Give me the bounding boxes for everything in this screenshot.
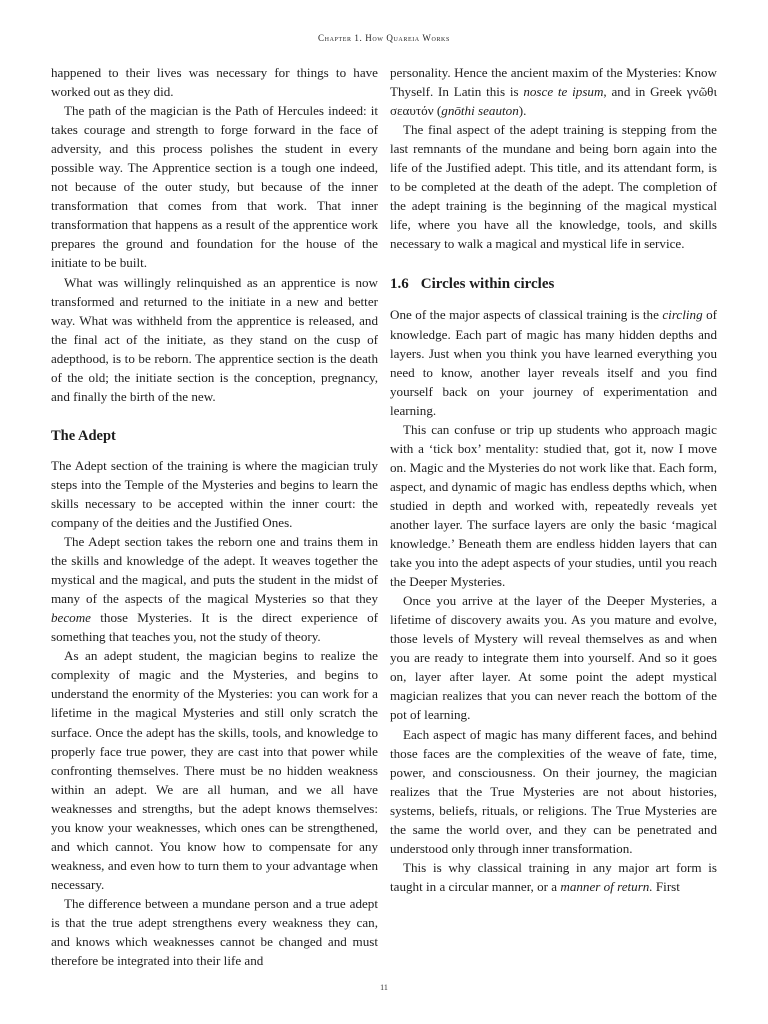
text-run: those Mysteries. It is the direct experience of something that teaches you, not the study of theory.	[51, 610, 378, 645]
text-run: personality. Hence the ancient maxim of the Mysteries: Know Thyself. In Latin this is	[390, 65, 717, 100]
emphasis: become	[51, 610, 91, 626]
emphasis: gnōthi seauton	[441, 103, 519, 119]
page-number: 11	[380, 983, 388, 992]
paragraph: The difference between a mundane person and a true adept is that the true adept strengthens every weakness they can, and knows which weaknesses cannot be changed and must therefore be integrated into their life and	[51, 895, 378, 969]
paragraph: As an adept student, the magician begins to realize the complexity of magic and the Mysteries, and begins to understand the enormity of the Mysteries: you can work for a lifetime in the magical Mysteries and still only scratch the surface. Once the adept has the skills, tools, and knowledge to properly face true power, they are cast into that power while confronting themselves. There must be no hidden weakness within an adept. We are all human, and we all have weaknesses and strengths, but the adept knows themselves: you know your weaknesses, which ones can be strengthened, and which cannot. You know how to compensate for any weakness, and even how to turn them to your advantage when necessary.	[51, 648, 378, 892]
text-run: of knowledge. Each part of magic has many hidden depths and layers. Just when you think you have learned everything you need to know, another layer reveals itself and you find yourself back on your journey of experimentation and learning.	[390, 307, 717, 418]
emphasis: nosce te ipsum	[523, 84, 604, 100]
paragraph: Each aspect of magic has many different faces, and behind those faces are the complexities of the weave of fate, time, power, and consciousness. On their journey, the magician realizes that the True Mysteries are not about histories, systems, beliefs, rituals, or religions. The True Mysteries are the same the world over, and they can be penetrated and understood only through inner transformation.	[390, 726, 717, 856]
paragraph: Once you arrive at the layer of the Deeper Mysteries, a lifetime of discovery awaits you. As you mature and evolve, those levels of Mystery will reveal themselves as and when you are ready to integrate them into yourself. And so it goes on, layer after layer. At some point the adept mystical magician realizes that you can never reach the bottom of the pot of learning.	[390, 593, 717, 723]
section-heading	[390, 275, 717, 294]
text-run: ).	[518, 103, 527, 119]
right-column	[390, 63, 717, 896]
left-column	[51, 63, 378, 970]
emphasis: manner of return.	[560, 878, 653, 894]
text-run: The Adept section takes the reborn one and trains them in the skills and knowledge of the adept. It weaves together the mystical and the magical, and puts the student in the midst of many of the aspects of the magical Mysteries so that they	[51, 534, 378, 607]
section-number: 1.6	[390, 276, 409, 293]
paragraph: What was willingly relinquished as an apprentice is now transformed and returned to the initiate in a new and better way. What was withheld from the apprentice is released, and the final act of the initiate, as they stand on the cusp of adepthood, is to be reborn. The apprentice section is the death of the old; the initiate section is the conception, pregnancy, and finally the birth of the new.	[51, 274, 378, 404]
paragraph	[390, 63, 717, 120]
subsection-heading-the-adept: The Adept	[51, 427, 116, 444]
paragraph: The final aspect of the adept training is stepping from the last remnants of the mundane and being born again into the life of the Justified adept. This title, and its attendant form, is to be completed at the death of the adept. The completion of the adept training is the beginning of the magical mystical life, where you have all the knowledge, tools, and skills necessary to walk a magical and mystical life in service.	[390, 122, 717, 252]
paragraph: This can confuse or trip up students who approach magic with a ‘tick box’ mentality: studied that, got it, now I move on. Magic and the Mysteries do not work like that. Each form, aspect, and dynamic of magic has endless depths which, when studied in depth and worked with, repeatedly reveals yet another layer. The surface layers are only the basic ‘magical knowledge.’ Beneath them are endless hidden layers that can take you into the adept aspects of your studies, until you reach the Deeper Mysteries.	[390, 421, 717, 590]
paragraph: The Adept section of the training is where the magician truly steps into the Temple of the Mysteries and begins to learn the skills necessary to be accepted within the inner court: the company of the deities and the Justified Ones.	[51, 457, 378, 530]
paragraph: happened to their lives was necessary for things to have worked out as they did.	[51, 65, 378, 100]
text-run: This is why classical training in any major art form is taught in a circular manner, or a	[390, 859, 717, 894]
running-head: Chapter 1. How Quareia Works	[318, 33, 450, 43]
paragraph	[390, 858, 717, 896]
text-run: , and in Greek γνῶθι σεαυτόν (	[390, 84, 717, 119]
emphasis: circling	[662, 307, 703, 323]
paragraph	[51, 532, 378, 646]
text-run: One of the major aspects of classical training is the	[390, 307, 663, 323]
paragraph	[390, 305, 717, 419]
section-title: Circles within circles	[420, 276, 555, 293]
text-run: First	[652, 878, 680, 894]
paragraph: The path of the magician is the Path of Hercules indeed: it takes courage and strength to forge forward in the face of adversity, and this process polishes the student in every possible way. The Apprentice section is a tough one indeed, not because of the outer study, but because of the inner transformation that comes from that work. That inner transformation that happens as a result of the apprentice work prepares the ground and foundation for the house of the initiate to be built.	[51, 103, 378, 271]
